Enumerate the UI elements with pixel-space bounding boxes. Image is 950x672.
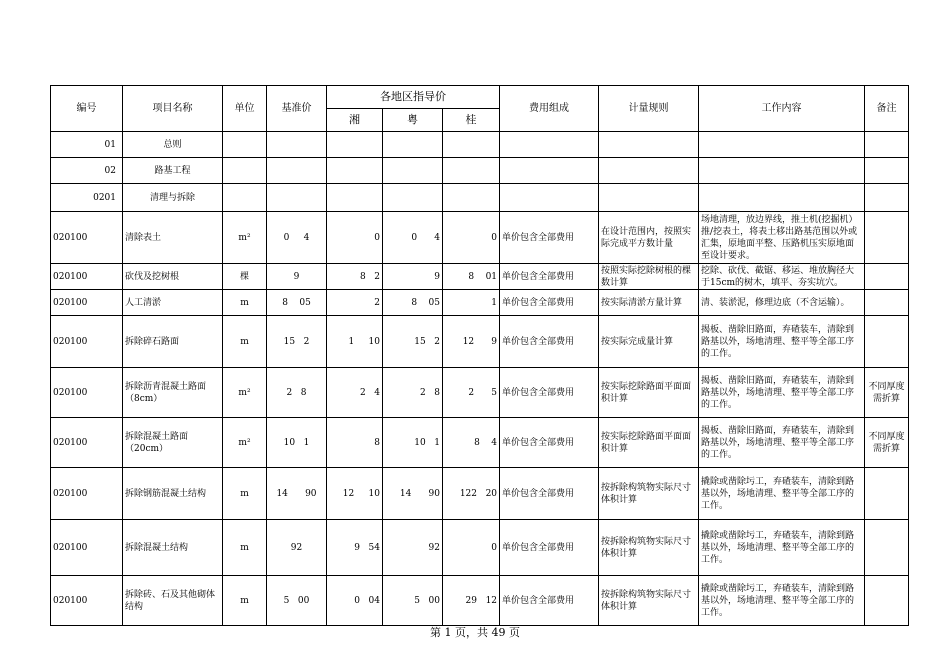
cell-work: 撬除或凿除圬工，弃碴装车，清除到路基以外，场地清理、整平等全部工序的工作。	[699, 576, 865, 626]
cell-price-gui	[443, 132, 500, 158]
cell-rule: 按拆除构筑物实际尺寸体积计算	[599, 576, 699, 626]
cell-name: 拆除混凝土结构	[123, 520, 223, 576]
cell-price-xiang: 1 10	[327, 316, 383, 368]
cell-note: 不同厚度需折算	[865, 368, 909, 418]
cell-note	[865, 264, 909, 290]
cell-price-xiang	[327, 184, 383, 212]
header-rule: 计量规则	[599, 86, 699, 132]
table-row	[51, 132, 909, 158]
cell-name: 清除表土	[123, 212, 223, 264]
cell-composition: 单价包含全部费用	[500, 520, 599, 576]
cell-work	[699, 158, 865, 184]
cell-work: 撬除或凿除圬工，弃碴装车，清除到路基以外，场地清理、整平等全部工序的工作。	[699, 520, 865, 576]
cell-base-price	[267, 132, 327, 158]
cell-rule: 按照实际挖除树根的棵数计算	[599, 264, 699, 290]
cell-price-gui: 8 4	[443, 418, 500, 468]
cell-base-price: 15 2	[267, 316, 327, 368]
cell-work	[699, 132, 865, 158]
cell-price-xiang: 2	[327, 290, 383, 316]
header-name: 项目名称	[123, 86, 223, 132]
cell-work: 揭板、凿除旧路面，弃碴装车，清除到路基以外，场地清理、整平等全部工序的工作。	[699, 418, 865, 468]
cell-rule: 按实际完成量计算	[599, 316, 699, 368]
page-footer: 第 1 页，共 49 页	[430, 626, 520, 639]
cell-price-xiang: 12 10	[327, 468, 383, 520]
cell-composition: 单价包含全部费用	[500, 368, 599, 418]
cell-price-xiang: 9 54	[327, 520, 383, 576]
table-row	[51, 290, 909, 316]
cell-note	[865, 520, 909, 576]
table-row	[51, 520, 909, 576]
cell-price-xiang: 8 2	[327, 264, 383, 290]
cell-price-gui: 0	[443, 212, 500, 264]
cell-note	[865, 290, 909, 316]
cell-price-yue	[383, 184, 443, 212]
cell-rule: 按实际清淤方量计算	[599, 290, 699, 316]
cell-rule: 按实际挖除路面平面面积计算	[599, 418, 699, 468]
cell-rule: 在设计范围内，按照实际完成平方数计量	[599, 212, 699, 264]
cell-unit: m²	[223, 418, 267, 468]
header-note: 备注	[865, 86, 909, 132]
cell-composition: 单价包含全部费用	[500, 212, 599, 264]
cell-name: 拆除钢筋混凝土结构	[123, 468, 223, 520]
cell-unit: m	[223, 468, 267, 520]
cell-base-price: 9	[267, 264, 327, 290]
cell-unit: m	[223, 316, 267, 368]
table-row	[51, 158, 909, 184]
cell-base-price: 10 1	[267, 418, 327, 468]
cell-name: 拆除沥青混凝土路面（8cm）	[123, 368, 223, 418]
cell-name: 清理与拆除	[123, 184, 223, 212]
cell-rule: 按拆除构筑物实际尺寸体积计算	[599, 520, 699, 576]
table-row	[51, 468, 909, 520]
cell-unit: m²	[223, 212, 267, 264]
header-regional: 各地区指导价	[327, 86, 500, 109]
cell-note	[865, 316, 909, 368]
cell-price-xiang: 0 04	[327, 576, 383, 626]
header-unit: 单位	[223, 86, 267, 132]
cell-note	[865, 132, 909, 158]
cell-rule: 按实际挖除路面平面面积计算	[599, 368, 699, 418]
cell-name: 拆除碎石路面	[123, 316, 223, 368]
cell-unit	[223, 184, 267, 212]
cell-price-gui	[443, 184, 500, 212]
cell-code: 020100	[51, 290, 123, 316]
cell-work: 挖除、砍伐、截锯、移运、堆放胸径大于15cm的树木，填平、夯实坑穴。	[699, 264, 865, 290]
cell-unit: 棵	[223, 264, 267, 290]
cell-work	[699, 184, 865, 212]
cell-name: 人工清淤	[123, 290, 223, 316]
cell-price-gui: 2 5	[443, 368, 500, 418]
header-composition: 费用组成	[500, 86, 599, 132]
table-row	[51, 368, 909, 418]
cell-name: 拆除混凝土路面（20cm）	[123, 418, 223, 468]
cell-base-price: 92	[267, 520, 327, 576]
cell-work: 撬除或凿除圬工，弃碴装车，清除到路基以外，场地清理、整平等全部工序的工作。	[699, 468, 865, 520]
table-row	[51, 264, 909, 290]
header-code: 编号	[51, 86, 123, 132]
cell-composition: 单价包含全部费用	[500, 264, 599, 290]
cell-composition: 单价包含全部费用	[500, 290, 599, 316]
cell-code: 020100	[51, 418, 123, 468]
cell-price-gui: 12 9	[443, 316, 500, 368]
cell-composition: 单价包含全部费用	[500, 418, 599, 468]
cell-base-price	[267, 158, 327, 184]
cell-code: 020100	[51, 264, 123, 290]
cell-rule	[599, 132, 699, 158]
cell-note	[865, 212, 909, 264]
cell-composition: 单价包含全部费用	[500, 468, 599, 520]
cell-base-price	[267, 184, 327, 212]
cell-composition	[500, 184, 599, 212]
table-row	[51, 316, 909, 368]
cell-rule: 按拆除构筑物实际尺寸体积计算	[599, 468, 699, 520]
cell-unit: m²	[223, 368, 267, 418]
cell-price-yue: 92	[383, 520, 443, 576]
cell-price-gui: 1	[443, 290, 500, 316]
cell-price-gui: 8 01	[443, 264, 500, 290]
cell-name: 砍伐及挖树根	[123, 264, 223, 290]
cell-code: 020100	[51, 368, 123, 418]
cell-base-price: 0 4	[267, 212, 327, 264]
cell-name: 路基工程	[123, 158, 223, 184]
cell-code: 0201	[51, 184, 123, 212]
cell-price-gui: 29 12	[443, 576, 500, 626]
cell-price-xiang: 8	[327, 418, 383, 468]
cell-code: 020100	[51, 212, 123, 264]
cell-price-yue: 8 05	[383, 290, 443, 316]
cell-code: 01	[51, 132, 123, 158]
cell-unit: m	[223, 520, 267, 576]
header-base-price: 基准价	[267, 86, 327, 132]
cell-base-price: 8 05	[267, 290, 327, 316]
cell-price-yue: 14 90	[383, 468, 443, 520]
cell-price-yue: 15 2	[383, 316, 443, 368]
cell-note	[865, 576, 909, 626]
cell-price-yue	[383, 132, 443, 158]
cell-rule	[599, 158, 699, 184]
cell-work: 场地清理，放边界线，推土机(挖掘机）推/挖表土，将表土移出路基范围以外或汇集，原地面平整、压路机压实原地面至设计要求。	[699, 212, 865, 264]
header-region-gui: 桂	[443, 109, 500, 132]
cell-price-yue: 10 1	[383, 418, 443, 468]
cell-price-yue: 5 00	[383, 576, 443, 626]
cell-price-gui	[443, 158, 500, 184]
cell-composition	[500, 158, 599, 184]
cell-base-price: 2 8	[267, 368, 327, 418]
cell-unit: m	[223, 576, 267, 626]
cell-base-price: 14 90	[267, 468, 327, 520]
table-row	[51, 576, 909, 626]
cell-unit	[223, 158, 267, 184]
cell-code: 020100	[51, 316, 123, 368]
cell-note	[865, 468, 909, 520]
cell-note: 不同厚度需折算	[865, 418, 909, 468]
cell-name: 拆除砖、石及其他砌体结构	[123, 576, 223, 626]
cell-note	[865, 158, 909, 184]
cell-price-xiang: 2 4	[327, 368, 383, 418]
cell-rule	[599, 184, 699, 212]
table-row	[51, 212, 909, 264]
cell-price-yue: 0 4	[383, 212, 443, 264]
cell-price-yue	[383, 158, 443, 184]
cell-work: 清、装淤泥，修理边底（不含运输）。	[699, 290, 865, 316]
cell-note	[865, 184, 909, 212]
cell-price-gui: 122 20	[443, 468, 500, 520]
cell-code: 020100	[51, 576, 123, 626]
header-row-1	[51, 86, 909, 109]
cell-composition: 单价包含全部费用	[500, 316, 599, 368]
header-work: 工作内容	[699, 86, 865, 132]
cell-name: 总则	[123, 132, 223, 158]
cell-price-yue: 2 8	[383, 368, 443, 418]
cell-code: 02	[51, 158, 123, 184]
header-region-yue: 粤	[383, 109, 443, 132]
header-region-xiang: 湘	[327, 109, 383, 132]
cell-unit: m	[223, 290, 267, 316]
cell-composition	[500, 132, 599, 158]
cell-composition: 单价包含全部费用	[500, 576, 599, 626]
cell-price-gui: 0	[443, 520, 500, 576]
cell-price-yue: 9	[383, 264, 443, 290]
table-row	[51, 184, 909, 212]
cell-unit	[223, 132, 267, 158]
cell-code: 020100	[51, 468, 123, 520]
cell-base-price: 5 00	[267, 576, 327, 626]
cell-code: 020100	[51, 520, 123, 576]
price-table	[50, 85, 909, 626]
cell-price-xiang	[327, 132, 383, 158]
cell-work: 揭板、凿除旧路面，弃碴装车，清除到路基以外，场地清理、整平等全部工序的工作。	[699, 316, 865, 368]
table-row	[51, 418, 909, 468]
cell-work: 揭板、凿除旧路面，弃碴装车，清除到路基以外，场地清理、整平等全部工序的工作。	[699, 368, 865, 418]
cell-price-xiang: 0	[327, 212, 383, 264]
cell-price-xiang	[327, 158, 383, 184]
